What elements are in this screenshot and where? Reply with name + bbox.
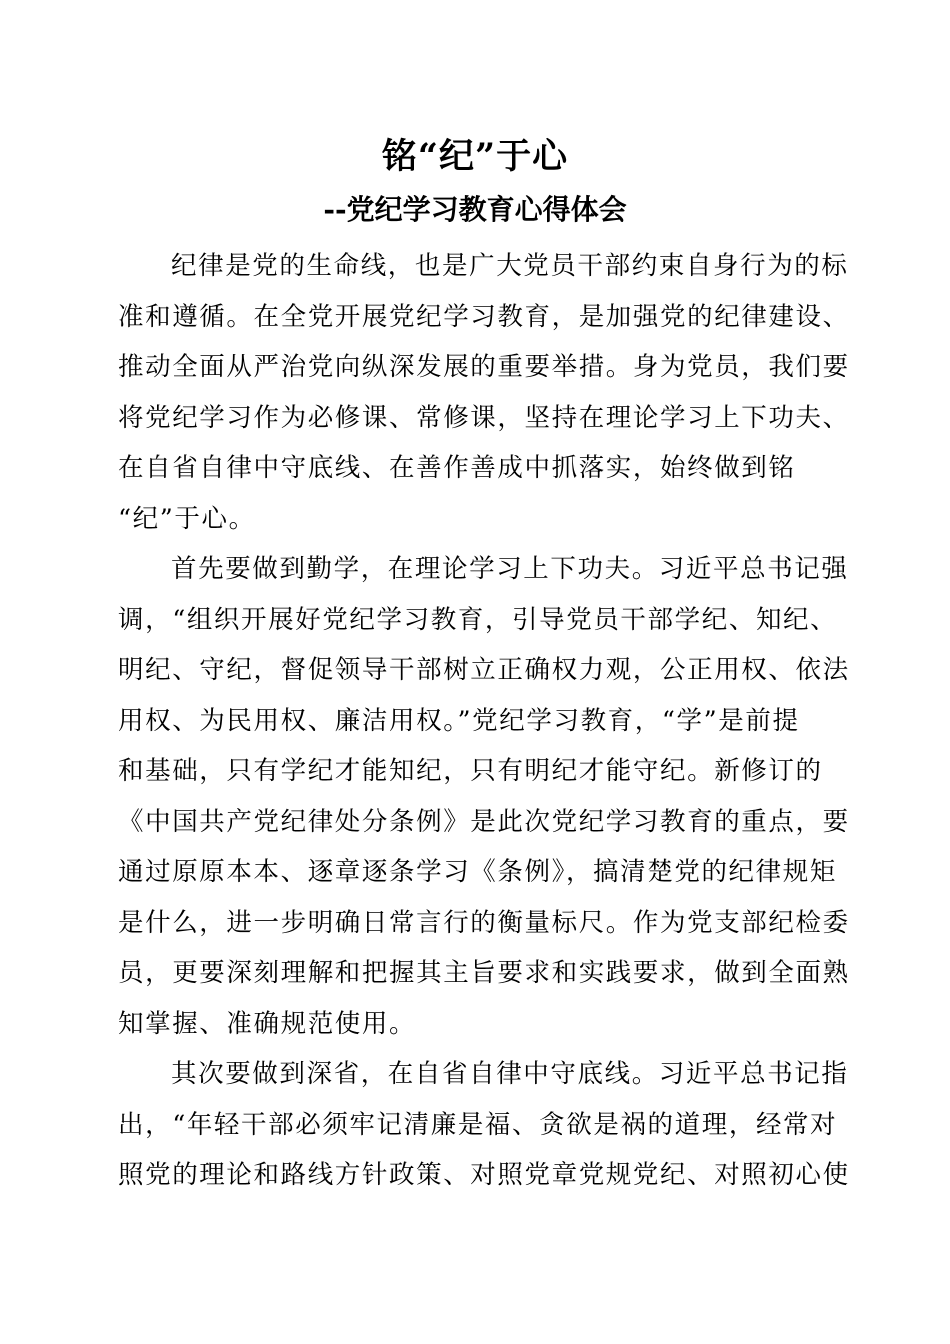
text-line: 在自省自律中守底线、在善作善成中抓落实，始终做到铭 [118, 453, 796, 483]
text-line: 首先要做到勤学，在理论学习上下功夫。习近平总书记强 [171, 554, 849, 584]
document-title: 铭“纪”于心 [381, 136, 569, 177]
text-line: 其次要做到深省，在自省自律中守底线。习近平总书记指 [171, 1059, 849, 1089]
text-line: 明纪、守纪，督促领导干部树立正确权力观，公正用权、依法 [118, 655, 850, 685]
text-line: 员，更要深刻理解和把握其主旨要求和实践要求，做到全面熟 [118, 958, 850, 988]
text-line: 《中国共产党纪律处分条例》是此次党纪学习教育的重点，要 [118, 806, 850, 837]
text-line: 是什么，进一步明确日常言行的衡量标尺。作为党支部纪检委 [118, 907, 850, 938]
text-line: 调，“组织开展好党纪学习教育，引导党员干部学纪、知纪、 [118, 604, 838, 635]
text-line: 纪律是党的生命线，也是广大党员干部约束自身行为的标 [171, 251, 849, 281]
text-line: 准和遵循。在全党开展党纪学习教育，是加强党的纪律建设、 [118, 301, 850, 332]
document-subtitle: --党纪学习教育心得体会 [323, 193, 627, 226]
text-line: 出，“年轻干部必须牢记清廉是福、贪欲是祸的道理，经常对 [118, 1109, 838, 1140]
text-line: 推动全面从严治党向纵深发展的重要举措。身为党员，我们要 [118, 352, 850, 382]
document-body [118, 241, 850, 1201]
text-line: 照党的理论和路线方针政策、对照党章党规党纪、对照初心使 [118, 1160, 850, 1190]
text-line: “纪”于心。 [118, 503, 256, 534]
text-line: 用权、为民用权、廉洁用权。”党纪学习教育，“学”是前提 [118, 705, 800, 736]
text-line: 将党纪学习作为必修课、常修课，坚持在理论学习上下功夫、 [118, 402, 850, 433]
text-line: 和基础，只有学纪才能知纪，只有明纪才能守纪。新修订的 [118, 756, 823, 786]
text-line: 知掌握、准确规范使用。 [118, 1008, 417, 1039]
text-line: 通过原原本本、逐章逐条学习《条例》，搞清楚党的纪律规矩 [118, 857, 837, 887]
